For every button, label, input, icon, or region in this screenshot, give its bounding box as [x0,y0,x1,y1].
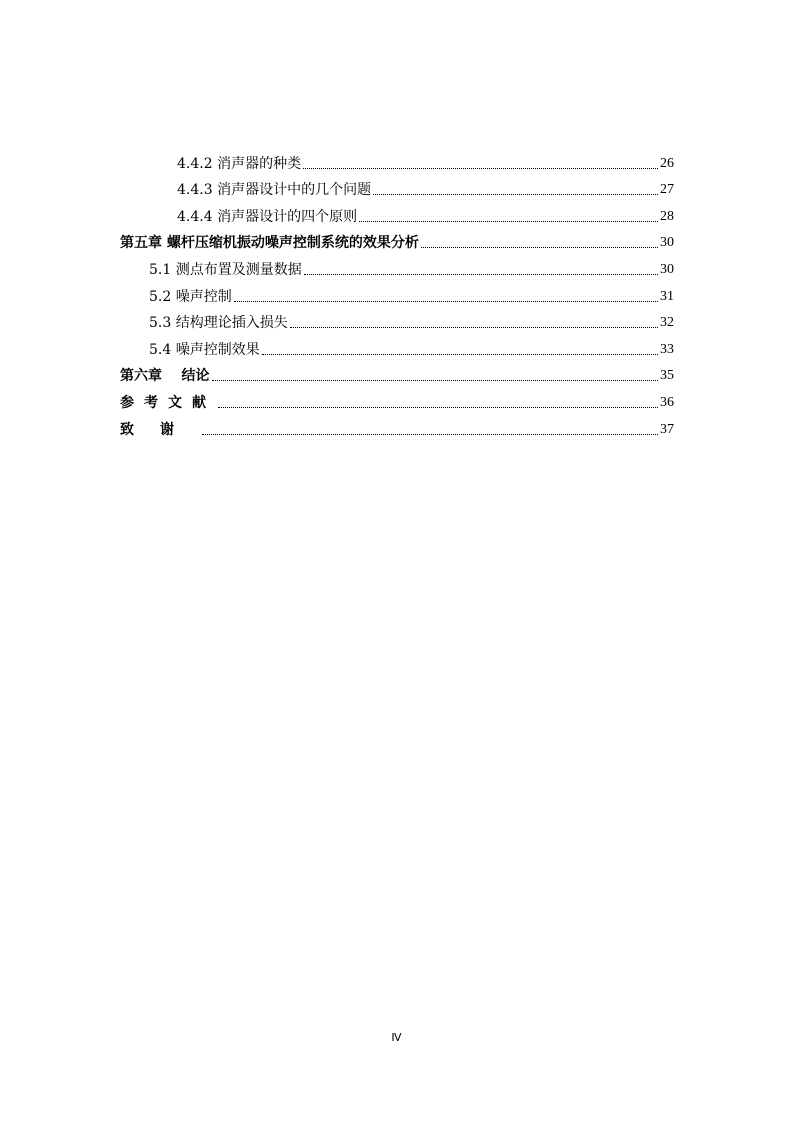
toc-entry-5-3[interactable] [120,306,674,333]
toc-entry-page: 30 [660,261,674,277]
toc-entry-title: 5.2 噪声控制 [149,288,232,305]
toc-entry-5-4[interactable] [120,332,674,359]
toc-entry-page: 31 [660,288,674,304]
toc-entry-acknowledgements[interactable] [120,412,674,439]
dot-leader [373,194,658,195]
toc-entry-page: 30 [660,235,674,251]
dot-leader [212,380,659,381]
toc-entry-title: 参考文献 [120,394,216,411]
toc-entry-page: 33 [660,341,674,357]
toc-entry-5-2[interactable] [120,279,674,306]
table-of-contents [120,146,674,439]
page-number-footer: Ⅳ [391,1032,402,1044]
toc-entry-page: 36 [660,394,674,410]
toc-entry-references[interactable] [120,385,674,412]
dot-leader [421,247,658,248]
toc-entry-title: 4.4.3 消声器设计中的几个问题 [177,182,372,199]
dot-leader [304,274,658,275]
dot-leader [218,407,658,408]
dot-leader [234,301,658,302]
toc-entry-title: 致谢 [120,421,200,438]
toc-entry-page: 35 [660,368,674,384]
toc-entry-title: 5.3 结构理论插入损失 [149,315,288,332]
toc-entry-4-4-2[interactable] [120,146,674,173]
dot-leader [262,354,658,355]
dot-leader [202,434,658,435]
toc-entry-page: 28 [660,208,674,224]
toc-entry-5-1[interactable] [120,252,674,279]
toc-entry-page: 26 [660,155,674,171]
toc-entry-page: 32 [660,315,674,331]
toc-entry-chapter-5[interactable] [120,226,674,253]
dot-leader [359,221,658,222]
toc-entry-4-4-3[interactable] [120,173,674,200]
toc-entry-title: 4.4.2 消声器的种类 [177,155,302,172]
toc-entry-title: 4.4.4 消声器设计的四个原则 [177,208,358,225]
toc-entry-chapter-6[interactable] [120,359,674,386]
dot-leader [290,327,658,328]
toc-entry-title: 5.4 噪声控制效果 [149,341,260,358]
dot-leader [303,168,658,169]
toc-entry-page: 27 [660,182,674,198]
toc-entry-title: 第五章 螺杆压缩机振动噪声控制系统的效果分析 [120,235,419,252]
toc-entry-4-4-4[interactable] [120,199,674,226]
toc-entry-title: 5.1 测点布置及测量数据 [149,261,302,278]
toc-entry-page: 37 [660,421,674,437]
toc-entry-title: 第六章 结论 [120,368,210,385]
